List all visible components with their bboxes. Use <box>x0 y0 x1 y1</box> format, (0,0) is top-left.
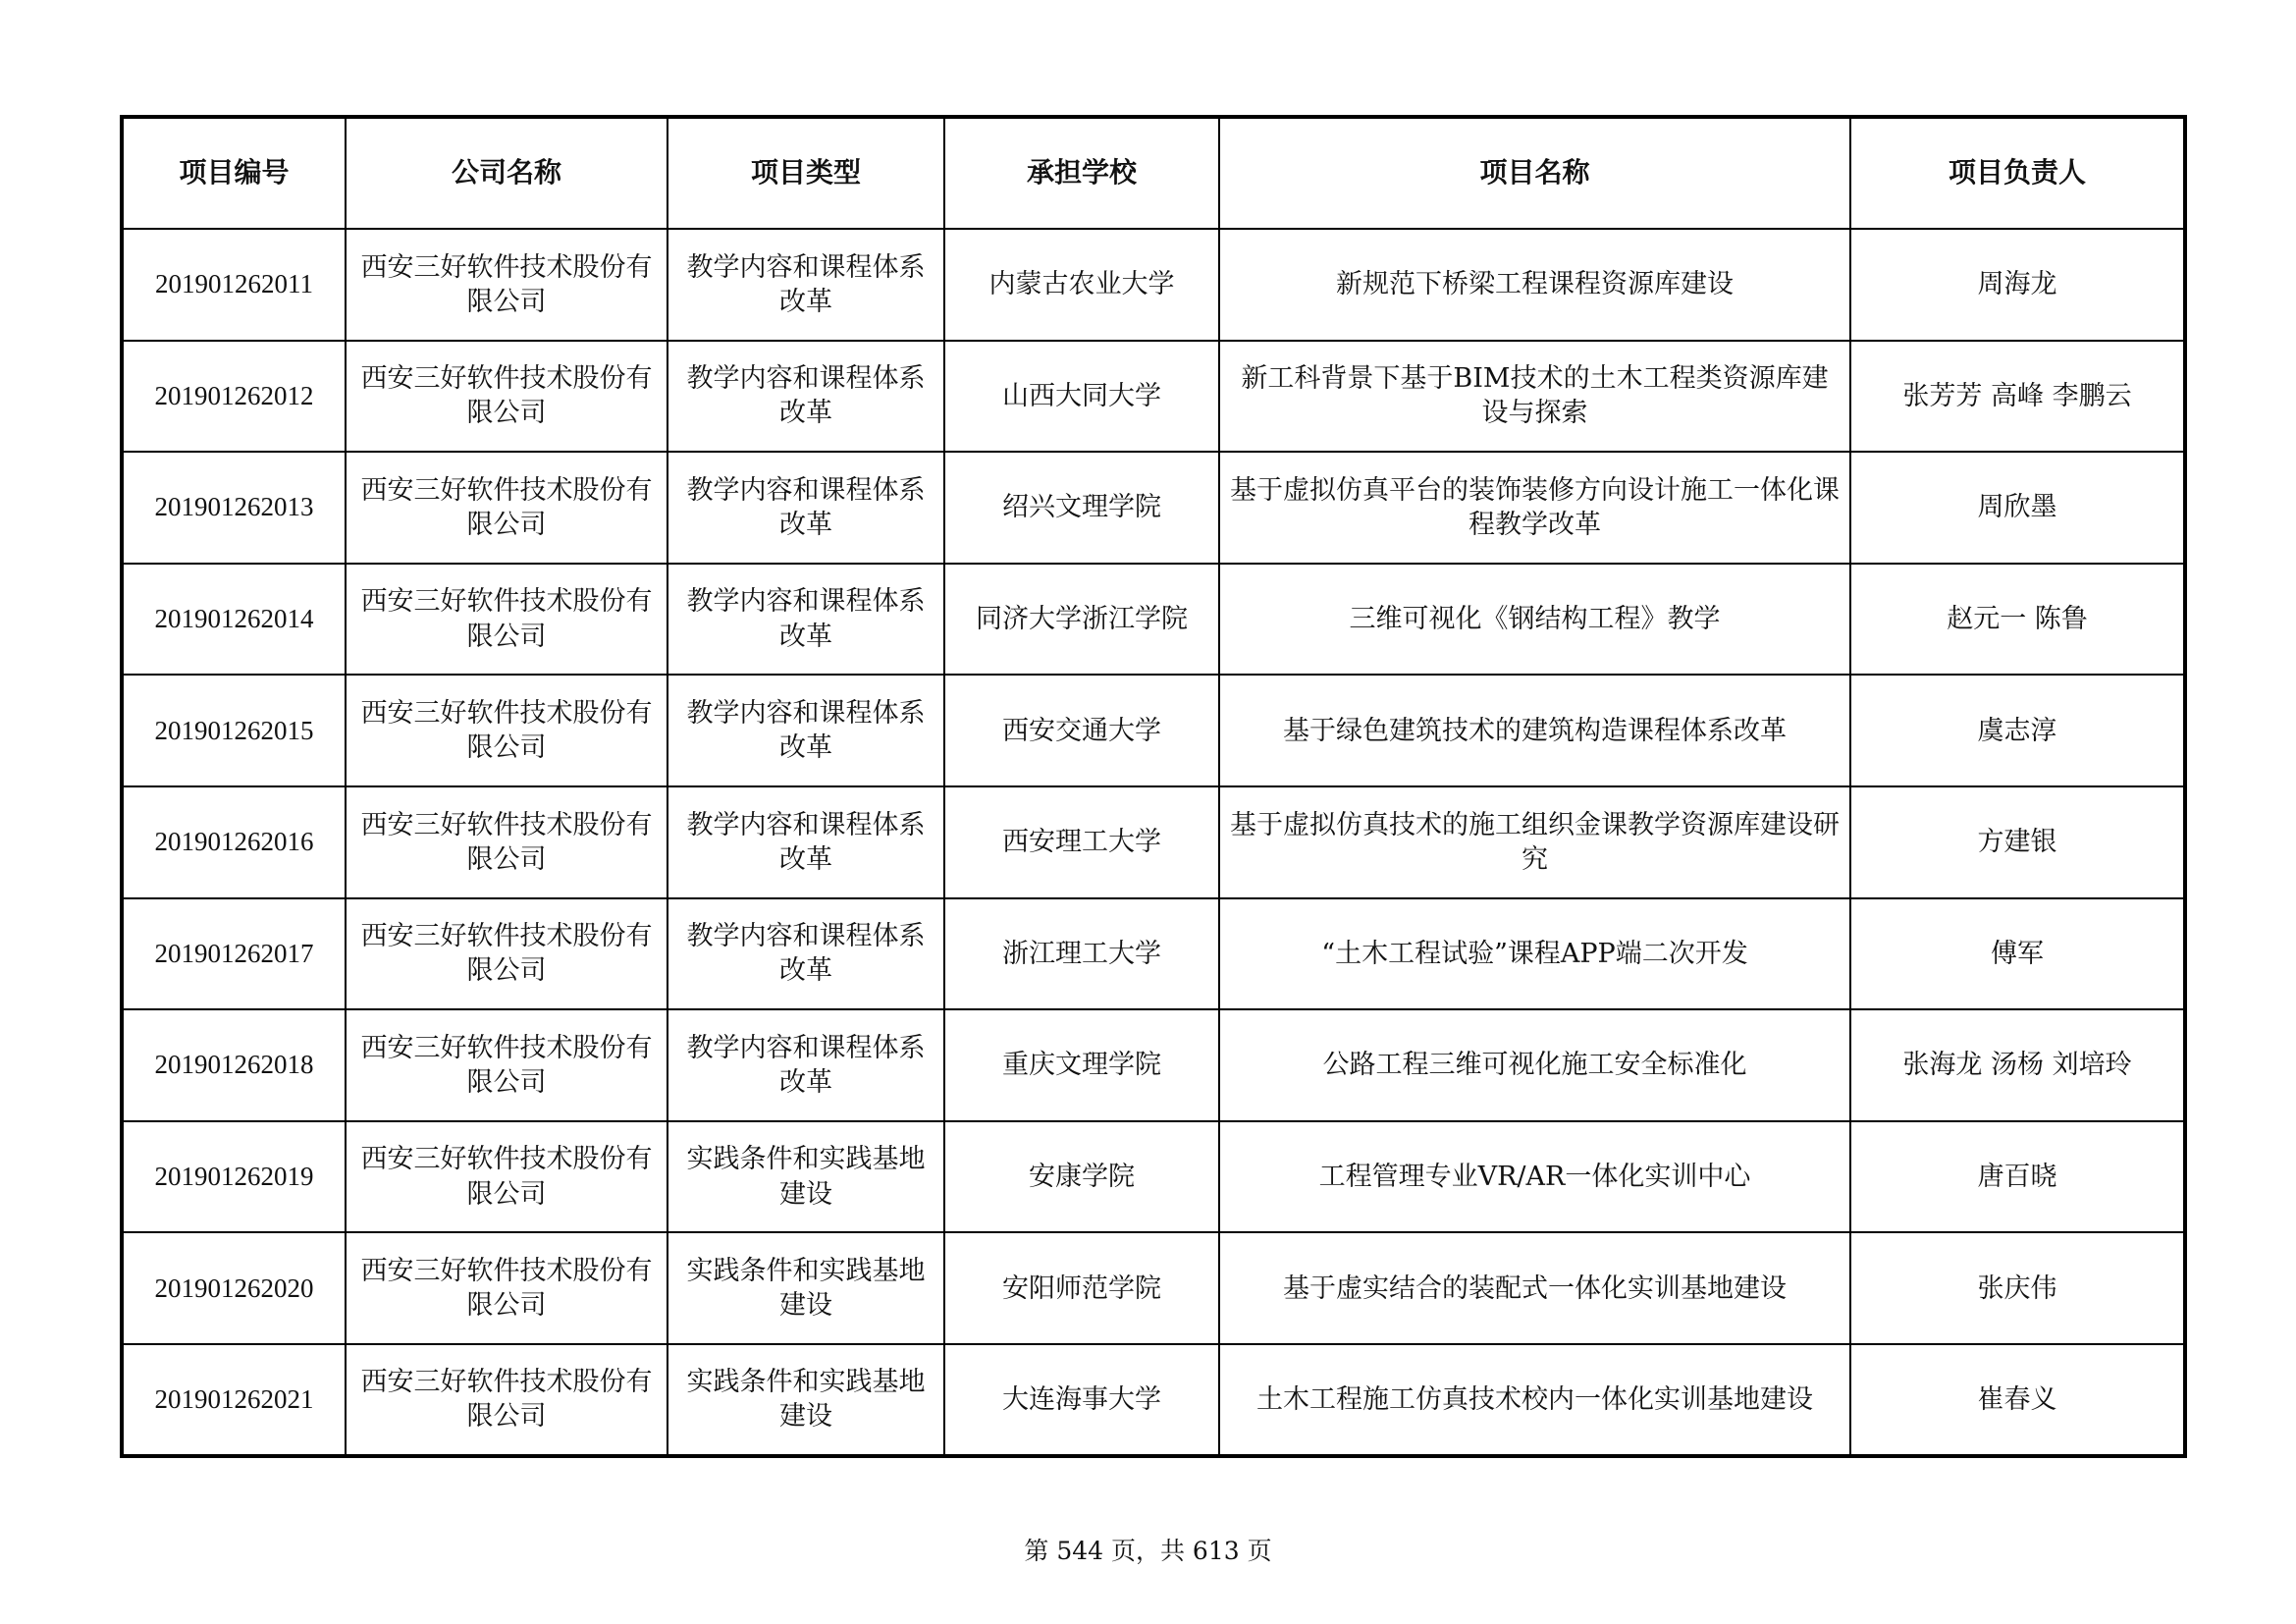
cell-project-name: 新工科背景下基于BIM技术的土木工程类资源库建设与探索 <box>1219 341 1850 453</box>
header-project-id: 项目编号 <box>122 117 346 229</box>
cell-project-type: 教学内容和课程体系改革 <box>667 564 944 676</box>
cell-project-type: 实践条件和实践基地建设 <box>667 1232 944 1344</box>
cell-project-type: 教学内容和课程体系改革 <box>667 452 944 564</box>
cell-school: 大连海事大学 <box>944 1344 1219 1456</box>
cell-project-leader: 崔春义 <box>1850 1344 2185 1456</box>
cell-project-name: 土木工程施工仿真技术校内一体化实训基地建设 <box>1219 1344 1850 1456</box>
cell-project-id: 201901262021 <box>122 1344 346 1456</box>
cell-project-type: 教学内容和课程体系改革 <box>667 341 944 453</box>
cell-project-name: 三维可视化《钢结构工程》教学 <box>1219 564 1850 676</box>
cell-company-name: 西安三好软件技术股份有限公司 <box>346 229 667 341</box>
cell-company-name: 西安三好软件技术股份有限公司 <box>346 786 667 898</box>
table-row <box>122 1009 2185 1121</box>
cell-school: 安康学院 <box>944 1121 1219 1233</box>
table-row <box>122 1121 2185 1233</box>
cell-project-name: 新规范下桥梁工程课程资源库建设 <box>1219 229 1850 341</box>
cell-school: 同济大学浙江学院 <box>944 564 1219 676</box>
cell-project-leader: 傅军 <box>1850 898 2185 1010</box>
cell-project-id: 201901262013 <box>122 452 346 564</box>
cell-project-name: 基于绿色建筑技术的建筑构造课程体系改革 <box>1219 675 1850 786</box>
cell-company-name: 西安三好软件技术股份有限公司 <box>346 452 667 564</box>
cell-project-leader: 唐百晓 <box>1850 1121 2185 1233</box>
cell-project-leader: 方建银 <box>1850 786 2185 898</box>
header-project-type: 项目类型 <box>667 117 944 229</box>
cell-project-id: 201901262012 <box>122 341 346 453</box>
cell-school: 绍兴文理学院 <box>944 452 1219 564</box>
cell-company-name: 西安三好软件技术股份有限公司 <box>346 1232 667 1344</box>
cell-project-type: 实践条件和实践基地建设 <box>667 1344 944 1456</box>
cell-company-name: 西安三好软件技术股份有限公司 <box>346 341 667 453</box>
header-project-name: 项目名称 <box>1219 117 1850 229</box>
cell-school: 重庆文理学院 <box>944 1009 1219 1121</box>
cell-project-name: 基于虚实结合的装配式一体化实训基地建设 <box>1219 1232 1850 1344</box>
cell-school: 山西大同大学 <box>944 341 1219 453</box>
table-row <box>122 1344 2185 1456</box>
cell-company-name: 西安三好软件技术股份有限公司 <box>346 564 667 676</box>
cell-project-type: 教学内容和课程体系改革 <box>667 675 944 786</box>
table-row <box>122 564 2185 676</box>
cell-project-type: 实践条件和实践基地建设 <box>667 1121 944 1233</box>
cell-project-id: 201901262011 <box>122 229 346 341</box>
project-table <box>120 115 2187 1458</box>
cell-school: 西安交通大学 <box>944 675 1219 786</box>
cell-school: 浙江理工大学 <box>944 898 1219 1010</box>
page-number-footer: 第 544 页，共 613 页 <box>1024 1537 1272 1565</box>
cell-project-id: 201901262015 <box>122 675 346 786</box>
cell-school: 安阳师范学院 <box>944 1232 1219 1344</box>
table-row <box>122 229 2185 341</box>
cell-project-type: 教学内容和课程体系改革 <box>667 229 944 341</box>
cell-project-name: 基于虚拟仿真平台的装饰装修方向设计施工一体化课程教学改革 <box>1219 452 1850 564</box>
cell-project-type: 教学内容和课程体系改革 <box>667 1009 944 1121</box>
cell-company-name: 西安三好软件技术股份有限公司 <box>346 675 667 786</box>
cell-project-name: “土木工程试验”课程APP端二次开发 <box>1219 898 1850 1010</box>
cell-project-id: 201901262019 <box>122 1121 346 1233</box>
table-row <box>122 786 2185 898</box>
cell-project-leader: 张芳芳 高峰 李鹏云 <box>1850 341 2185 453</box>
cell-project-leader: 周欣墨 <box>1850 452 2185 564</box>
cell-project-leader: 张庆伟 <box>1850 1232 2185 1344</box>
cell-project-id: 201901262016 <box>122 786 346 898</box>
table-row <box>122 452 2185 564</box>
cell-company-name: 西安三好软件技术股份有限公司 <box>346 898 667 1010</box>
header-project-leader: 项目负责人 <box>1850 117 2185 229</box>
cell-company-name: 西安三好软件技术股份有限公司 <box>346 1344 667 1456</box>
header-school: 承担学校 <box>944 117 1219 229</box>
table-row <box>122 675 2185 786</box>
table-row <box>122 898 2185 1010</box>
cell-project-type: 教学内容和课程体系改革 <box>667 898 944 1010</box>
cell-project-leader: 赵元一 陈鲁 <box>1850 564 2185 676</box>
cell-project-name: 工程管理专业VR/AR一体化实训中心 <box>1219 1121 1850 1233</box>
header-company-name: 公司名称 <box>346 117 667 229</box>
cell-company-name: 西安三好软件技术股份有限公司 <box>346 1009 667 1121</box>
cell-project-leader: 张海龙 汤杨 刘培玲 <box>1850 1009 2185 1121</box>
cell-school: 内蒙古农业大学 <box>944 229 1219 341</box>
cell-project-leader: 周海龙 <box>1850 229 2185 341</box>
table-row <box>122 341 2185 453</box>
table-header-row <box>122 117 2185 229</box>
cell-school: 西安理工大学 <box>944 786 1219 898</box>
cell-project-leader: 虞志淳 <box>1850 675 2185 786</box>
cell-project-id: 201901262018 <box>122 1009 346 1121</box>
cell-project-id: 201901262020 <box>122 1232 346 1344</box>
cell-project-name: 公路工程三维可视化施工安全标准化 <box>1219 1009 1850 1121</box>
table-row <box>122 1232 2185 1344</box>
cell-project-id: 201901262014 <box>122 564 346 676</box>
cell-project-name: 基于虚拟仿真技术的施工组织金课教学资源库建设研究 <box>1219 786 1850 898</box>
cell-project-id: 201901262017 <box>122 898 346 1010</box>
cell-company-name: 西安三好软件技术股份有限公司 <box>346 1121 667 1233</box>
cell-project-type: 教学内容和课程体系改革 <box>667 786 944 898</box>
